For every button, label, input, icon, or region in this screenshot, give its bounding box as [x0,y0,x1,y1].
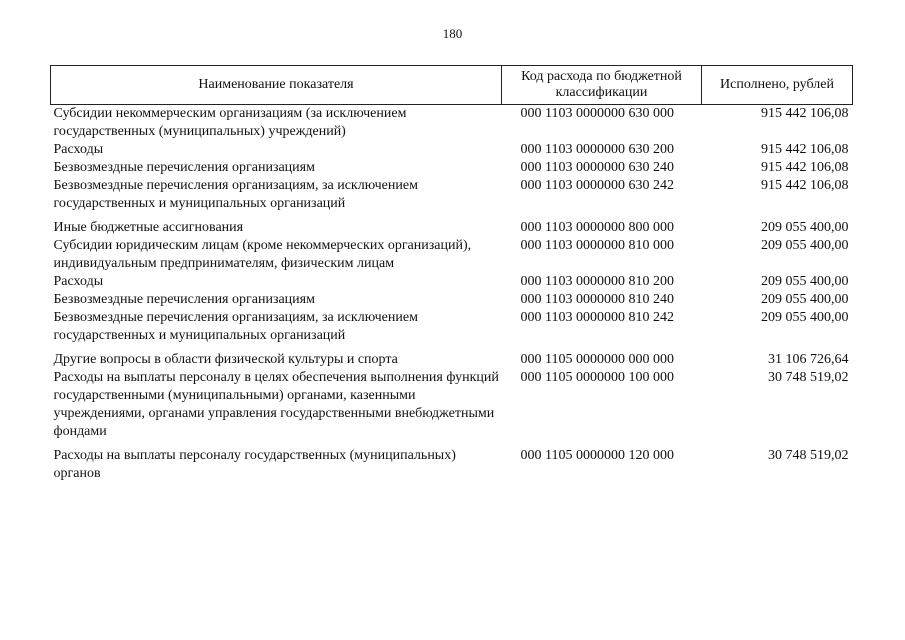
table-row [51,441,853,483]
row-code: 000 1103 0000000 630 240 [520,160,674,175]
row-amount: 209 055 400,00 [761,220,849,235]
table-row [51,309,853,345]
table-row [51,273,853,291]
row-name: Субсидии некоммерческим организациям (за исключением государственных (муниципальных) учреждений) [53,106,407,139]
row-code: 000 1103 0000000 810 000 [520,238,674,253]
table-row [51,237,853,273]
row-code: 000 1105 0000000 000 000 [520,352,674,367]
page-number: 180 [442,26,463,41]
row-amount: 31 106 726,64 [768,352,849,367]
row-name: Другие вопросы в области физической культуры и спорта [53,352,398,367]
table-row [51,213,853,237]
table-row [51,345,853,369]
row-code: 000 1105 0000000 120 000 [520,448,674,463]
row-code: 000 1103 0000000 810 200 [520,274,674,289]
row-code: 000 1103 0000000 810 242 [520,310,674,325]
row-name: Расходы [53,142,104,157]
row-name: Безвозмездные перечисления организациям, за исключением государственных и муниципальных организаций [53,310,418,343]
row-code: 000 1103 0000000 810 240 [520,292,674,307]
row-amount: 209 055 400,00 [761,274,849,289]
row-name: Расходы на выплаты персоналу в целях обеспечения выполнения функций государственными (муниципальными) органами, казенными учреждениями, органами управления государственными внебюджетными фондами [53,370,499,439]
header-indicator-name: Наименование показателя [51,66,502,105]
table-row [51,105,853,142]
budget-table [50,65,853,483]
table-header-row [51,66,853,105]
row-name: Расходы на выплаты персоналу государственных (муниципальных) органов [53,448,456,481]
row-amount: 30 748 519,02 [768,448,849,463]
row-name: Безвозмездные перечисления организациям, за исключением государственных и муниципальных организаций [53,178,418,211]
row-code: 000 1103 0000000 630 000 [520,106,674,121]
row-code: 000 1105 0000000 100 000 [520,370,674,385]
header-executed-amount: Исполнено, рублей [702,66,853,105]
row-name: Иные бюджетные ассигнования [53,220,244,235]
table-row [51,159,853,177]
row-amount: 915 442 106,08 [761,160,849,175]
row-amount: 30 748 519,02 [768,370,849,385]
table-row [51,141,853,159]
header-budget-code: Код расхода по бюджетной классификации [502,66,702,105]
row-amount: 209 055 400,00 [761,238,849,253]
row-name: Безвозмездные перечисления организациям [53,292,315,307]
row-name: Субсидии юридическим лицам (кроме некоммерческих организаций), индивидуальным предпринимателям, физическим лицам [53,238,472,271]
row-name: Расходы [53,274,104,289]
table-row [51,291,853,309]
row-name: Безвозмездные перечисления организациям [53,160,315,175]
table-row [51,369,853,441]
row-amount: 209 055 400,00 [761,310,849,325]
row-amount: 209 055 400,00 [761,292,849,307]
row-amount: 915 442 106,08 [761,178,849,193]
row-code: 000 1103 0000000 800 000 [520,220,674,235]
row-code: 000 1103 0000000 630 242 [520,178,674,193]
table-row [51,177,853,213]
row-amount: 915 442 106,08 [761,106,849,121]
row-amount: 915 442 106,08 [761,142,849,157]
row-code: 000 1103 0000000 630 200 [520,142,674,157]
